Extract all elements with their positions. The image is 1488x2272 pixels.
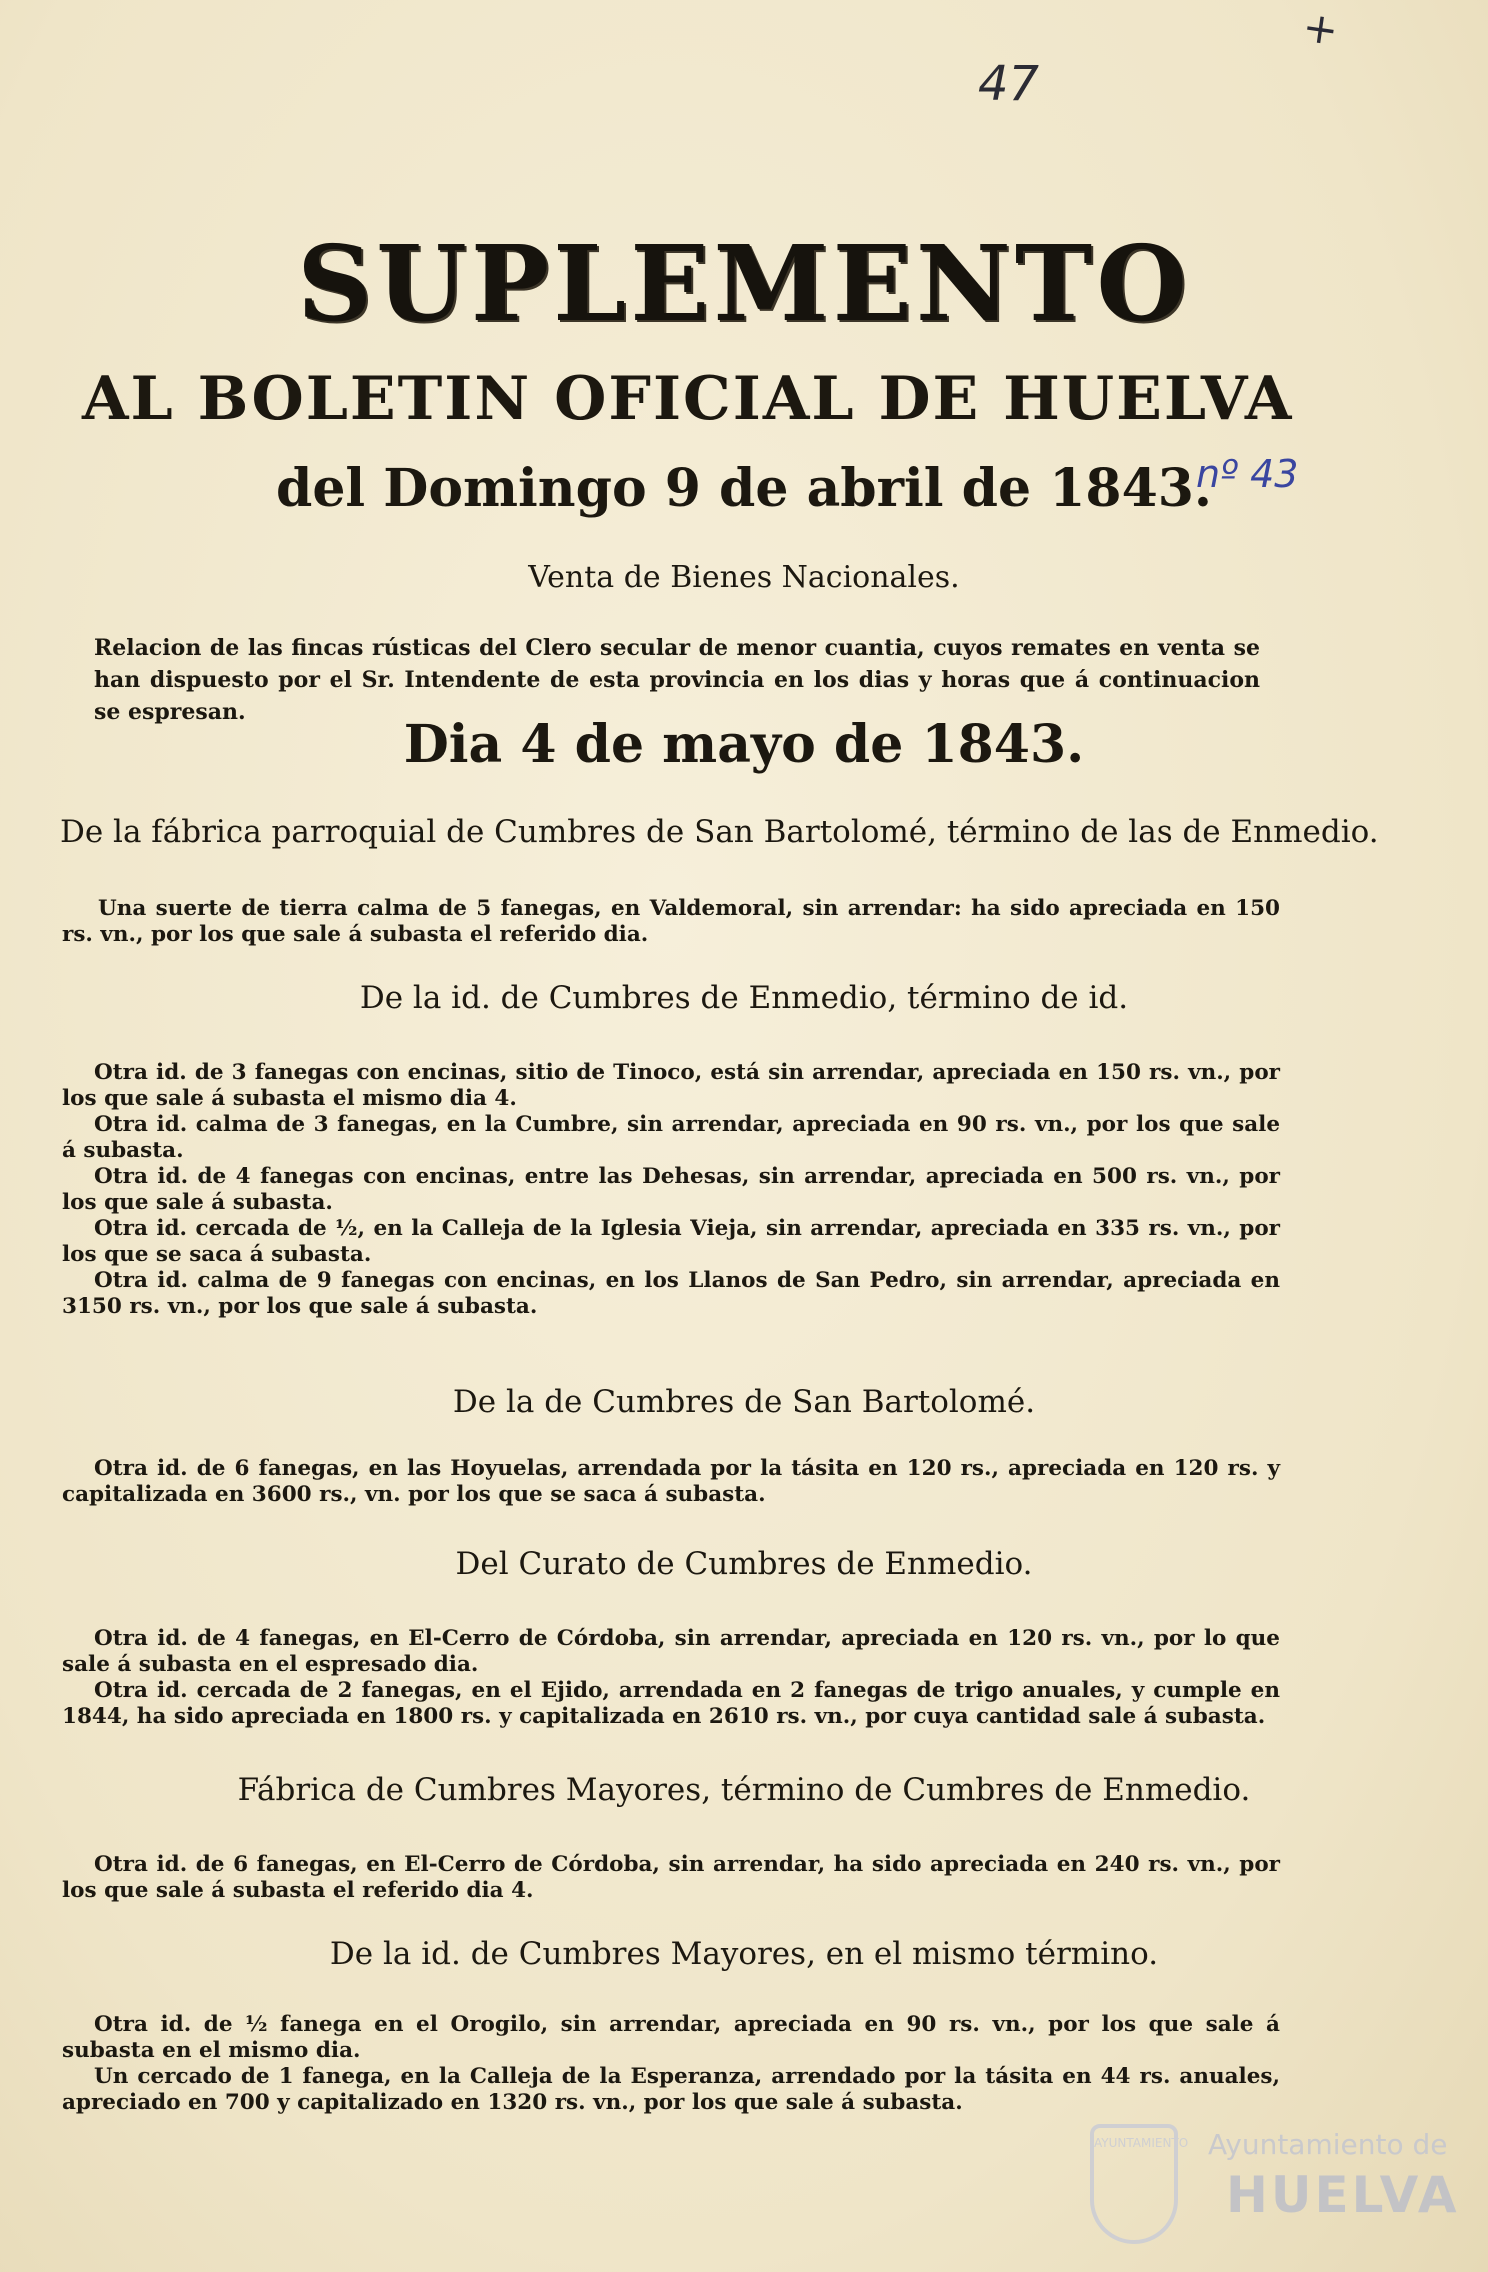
property-entry: Otra id. calma de 9 fanegas con encinas, en los Llanos de San Pedro, sin arrendar, apreciada en 3150 rs. vn., por los que sale á subasta. <box>62 1268 1280 1319</box>
section-heading: Del Curato de Cumbres de Enmedio. <box>455 1546 1033 1582</box>
property-entry: Otra id. de 3 fanegas con encinas, sitio de Tinoco, está sin arrendar, apreciada en 150 rs. vn., por los que sale á subasta el mismo dia 4. <box>62 1060 1280 1111</box>
section-heading: De la de Cumbres de San Bartolomé. <box>452 1384 1036 1420</box>
section-entries <box>62 1852 1280 1904</box>
section-heading: De la id. de Cumbres Mayores, en el mismo término. <box>329 1936 1159 1972</box>
property-entry: Una suerte de tierra calma de 5 fanegas, en Valdemoral, sin arrendar: ha sido apreciada en 150 rs. vn., por los que sale á subasta el referido dia. <box>62 896 1280 947</box>
property-entry: Otra id. cercada de ½, en la Calleja de la Iglesia Vieja, sin arrendar, apreciada en 335 rs. vn., por los que se saca á subasta. <box>62 1216 1280 1267</box>
watermark-line-1: Ayuntamiento de <box>1208 2128 1448 2161</box>
handwritten-page-number: 47 <box>978 56 1040 112</box>
property-entry: Otra id. de 4 fanegas, en El-Cerro de Córdoba, sin arrendar, apreciada en 120 rs. vn., por lo que sale á subasta en el espresado dia. <box>62 1626 1280 1677</box>
intro-paragraph: Relacion de las fincas rústicas del Clero secular de menor cuantia, cuyos remates en venta se han dispuesto por el Sr. Intendente de esta provincia en los dias y horas que á continuacion se espresan. <box>94 635 1260 725</box>
section-entries <box>62 1456 1280 1508</box>
property-entry: Otra id. de 6 fanegas, en las Hoyuelas, arrendada por la tásita en 120 rs., apreciada en 120 rs. y capitalizada en 3600 rs., vn. por los que se saca á subasta. <box>62 1456 1280 1507</box>
page-title: SUPLEMENTO <box>297 222 1191 345</box>
property-entry: Otra id. calma de 3 fanegas, en la Cumbre, sin arrendar, apreciada en 90 rs. vn., por los que sale á subasta. <box>62 1112 1280 1163</box>
property-entry: Un cercado de 1 fanega, en la Calleja de la Esperanza, arrendado por la tásita en 44 rs. anuales, apreciado en 700 y capitalizado en 1320 rs. vn., por los que sale á subasta. <box>62 2064 1280 2115</box>
watermark-line-2: HUELVA <box>1226 2166 1460 2224</box>
property-entry: Otra id. de ½ fanega en el Orogilo, sin arrendar, apreciada en 90 rs. vn., por los que sale á subasta en el mismo dia. <box>62 2012 1280 2063</box>
property-entry: Otra id. cercada de 2 fanegas, en el Ejido, arrendada en 2 fanegas de trigo anuales, y cumple en 1844, ha sido apreciada en 1800 rs. y capitalizada en 2610 rs. vn., por cuya cantidad sale á subasta. <box>62 1678 1280 1729</box>
day-heading: Dia 4 de mayo de 1843. <box>403 714 1085 775</box>
shield-icon: AYUNTAMIENTO <box>1090 2124 1178 2244</box>
section-entries <box>62 1060 1280 1320</box>
handwritten-issue-number: nº 43 <box>1196 452 1299 496</box>
sale-heading: Venta de Bienes Nacionales. <box>528 560 960 595</box>
page-subtitle: AL BOLETIN OFICIAL DE HUELVA <box>82 364 1294 434</box>
issue-date: del Domingo 9 de abril de 1843. <box>275 458 1213 519</box>
section-entries <box>62 896 1280 948</box>
section-heading: Fábrica de Cumbres Mayores, término de Cumbres de Enmedio. <box>237 1772 1251 1808</box>
section-entries <box>62 2012 1280 2116</box>
section-entries <box>62 1626 1280 1730</box>
archive-watermark <box>1090 2120 1470 2260</box>
property-entry: Otra id. de 4 fanegas con encinas, entre las Dehesas, sin arrendar, apreciada en 500 rs. vn., por los que sale á subasta. <box>62 1164 1280 1215</box>
property-entry: Otra id. de 6 fanegas, en El-Cerro de Córdoba, sin arrendar, ha sido apreciada en 240 rs. vn., por los que sale á subasta el referido dia 4. <box>62 1852 1280 1903</box>
corner-mark: + <box>1299 1 1342 56</box>
section-heading: De la fábrica parroquial de Cumbres de San Bartolomé, término de las de Enmedio. <box>60 814 1379 850</box>
section-heading: De la id. de Cumbres de Enmedio, término de id. <box>359 980 1129 1016</box>
